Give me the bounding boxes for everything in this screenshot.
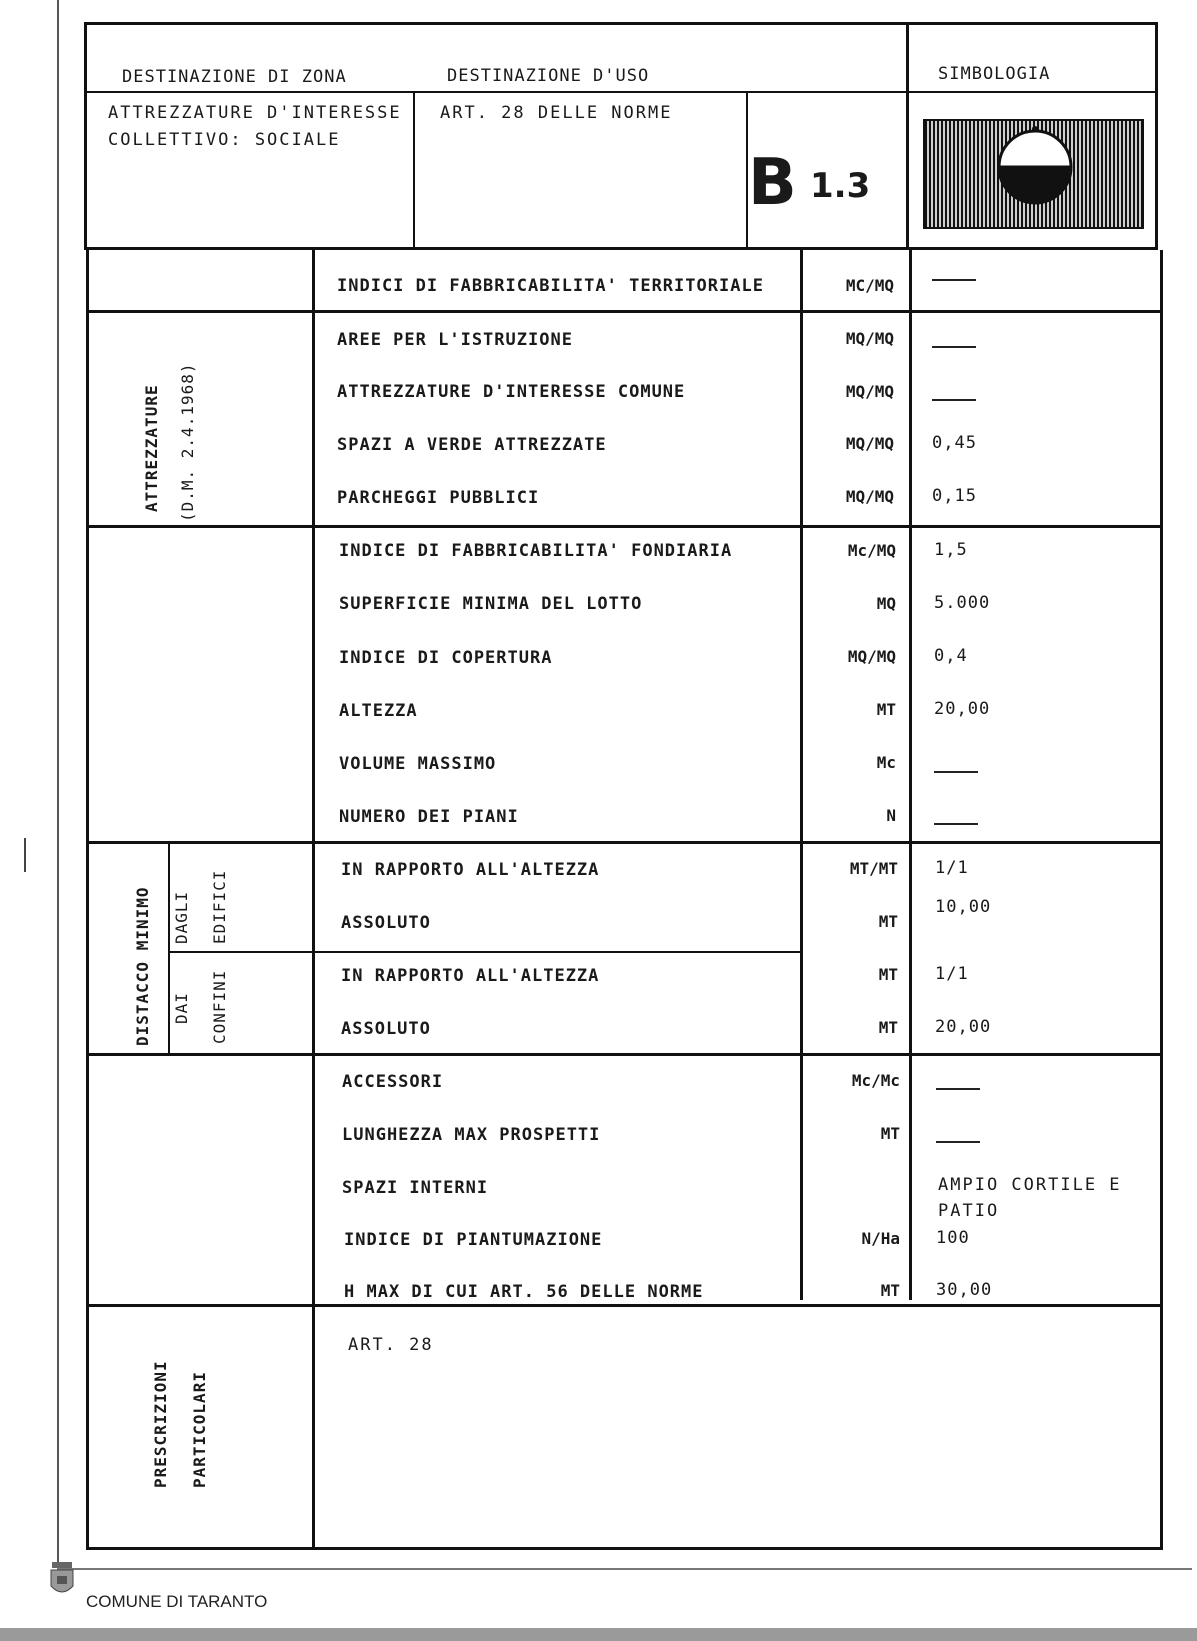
row-unit: MT — [880, 1281, 900, 1300]
uso-value: ART. 28 DELLE NORME — [440, 103, 673, 123]
header-simbologia-title: SIMBOLOGIA — [938, 64, 1051, 84]
row-unit: MT — [876, 700, 896, 719]
row-unit: N — [886, 806, 896, 825]
row-label: VOLUME MASSIMO — [339, 754, 497, 774]
scan-border — [0, 1628, 1197, 1641]
row-unit: Mc/MQ — [847, 541, 896, 560]
row-value: 1/1 — [935, 858, 969, 878]
prescrizioni-label-line1: PRESCRIZIONI — [151, 1360, 170, 1488]
zone-symbol-icon — [923, 119, 1144, 229]
header-zona-title: DESTINAZIONE DI ZONA — [122, 67, 347, 87]
row-unit: MQ — [876, 594, 896, 613]
row-label: ALTEZZA — [339, 701, 418, 721]
row-label: ASSOLUTO — [341, 1019, 431, 1039]
attrezzature-group-sub: (D.M. 2.4.1968) — [178, 362, 197, 522]
page-edge — [57, 1568, 1192, 1570]
row-unit: MQ/MQ — [845, 329, 894, 348]
empty-value-dash — [934, 823, 978, 825]
prescrizioni-label-line2: PARTICOLARI — [190, 1371, 209, 1488]
row-unit: MQ/MQ — [845, 434, 894, 453]
row-unit: MT — [878, 965, 898, 984]
row-value: 1,5 — [934, 540, 968, 560]
row-label: ACCESSORI — [342, 1072, 444, 1092]
row-value: AMPIO CORTILE E — [938, 1175, 1122, 1195]
row-label: H MAX DI CUI ART. 56 DELLE NORME — [344, 1282, 704, 1302]
row-label: NUMERO DEI PIANI — [339, 807, 519, 827]
empty-value-dash — [934, 771, 978, 773]
territoriale-label: INDICI DI FABBRICABILITA' TERRITORIALE — [337, 276, 764, 296]
row-unit: Mc/Mc — [851, 1071, 900, 1090]
zona-value-line1: ATTREZZATURE D'INTERESSE — [108, 103, 402, 123]
footer-label: COMUNE DI TARANTO — [86, 1592, 268, 1611]
row-value: 0,4 — [934, 646, 968, 666]
zone-code-main: B — [748, 146, 795, 220]
row-value: 0,45 — [932, 433, 977, 453]
attrezzature-group-label: ATTREZZATURE — [142, 384, 161, 512]
row-label: INDICE DI FABBRICABILITA' FONDIARIA — [339, 541, 733, 561]
empty-value-dash — [932, 279, 976, 281]
row-label: LUNGHEZZA MAX PROSPETTI — [342, 1125, 601, 1145]
row-label: SPAZI A VERDE ATTREZZATE — [337, 435, 607, 455]
row-label: ASSOLUTO — [341, 913, 431, 933]
empty-value-dash — [936, 1088, 980, 1090]
row-value: 30,00 — [936, 1280, 993, 1300]
row-value: 5.000 — [934, 593, 991, 613]
row-label: IN RAPPORTO ALL'ALTEZZA — [341, 860, 600, 880]
row-value: 20,00 — [934, 699, 991, 719]
zone-code-sub: 1.3 — [810, 166, 871, 206]
distacco-group-label: DISTACCO MINIMO — [133, 886, 152, 1046]
row-label: AREE PER L'ISTRUZIONE — [337, 330, 573, 350]
row-unit: MT — [878, 1018, 898, 1037]
territoriale-unit: MC/MQ — [845, 276, 894, 295]
row-value: 100 — [936, 1228, 970, 1248]
row-unit: MQ/MQ — [847, 647, 896, 666]
row-unit: MT — [878, 912, 898, 931]
empty-value-dash — [932, 399, 976, 401]
header-uso-title: DESTINAZIONE D'USO — [447, 66, 650, 86]
row-unit: MT/MT — [849, 859, 898, 878]
row-label: INDICE DI COPERTURA — [339, 648, 553, 668]
edifici-label-line1: DAGLI — [172, 890, 191, 944]
edifici-label-line2: EDIFICI — [210, 869, 229, 944]
prescrizioni-text: ART. 28 — [348, 1335, 434, 1355]
empty-value-dash — [932, 346, 976, 348]
row-unit: Mc — [876, 753, 896, 772]
row-label: SUPERFICIE MINIMA DEL LOTTO — [339, 594, 643, 614]
zona-value-line2: COLLETTIVO: SOCIALE — [108, 130, 341, 150]
row-value: 20,00 — [935, 1017, 992, 1037]
row-unit: N/Ha — [861, 1229, 900, 1248]
row-unit: MT — [880, 1124, 900, 1143]
row-label: INDICE DI PIANTUMAZIONE — [344, 1230, 603, 1250]
row-label: IN RAPPORTO ALL'ALTEZZA — [341, 966, 600, 986]
confini-label-line1: DAI — [172, 992, 191, 1024]
empty-value-dash — [936, 1141, 980, 1143]
row-label: ATTREZZATURE D'INTERESSE COMUNE — [337, 382, 686, 402]
row-value-line2: PATIO — [938, 1201, 1000, 1221]
row-value: 10,00 — [935, 897, 992, 917]
page-edge — [57, 0, 59, 1575]
row-unit: MQ/MQ — [845, 487, 894, 506]
row-label: SPAZI INTERNI — [342, 1178, 489, 1198]
row-label: PARCHEGGI PUBBLICI — [337, 488, 540, 508]
row-value: 0,15 — [932, 486, 977, 506]
row-unit: MQ/MQ — [845, 382, 894, 401]
row-value: 1/1 — [935, 964, 969, 984]
crest-icon — [48, 1560, 76, 1604]
scan-mark — [24, 838, 26, 872]
confini-label-line2: CONFINI — [210, 969, 229, 1044]
